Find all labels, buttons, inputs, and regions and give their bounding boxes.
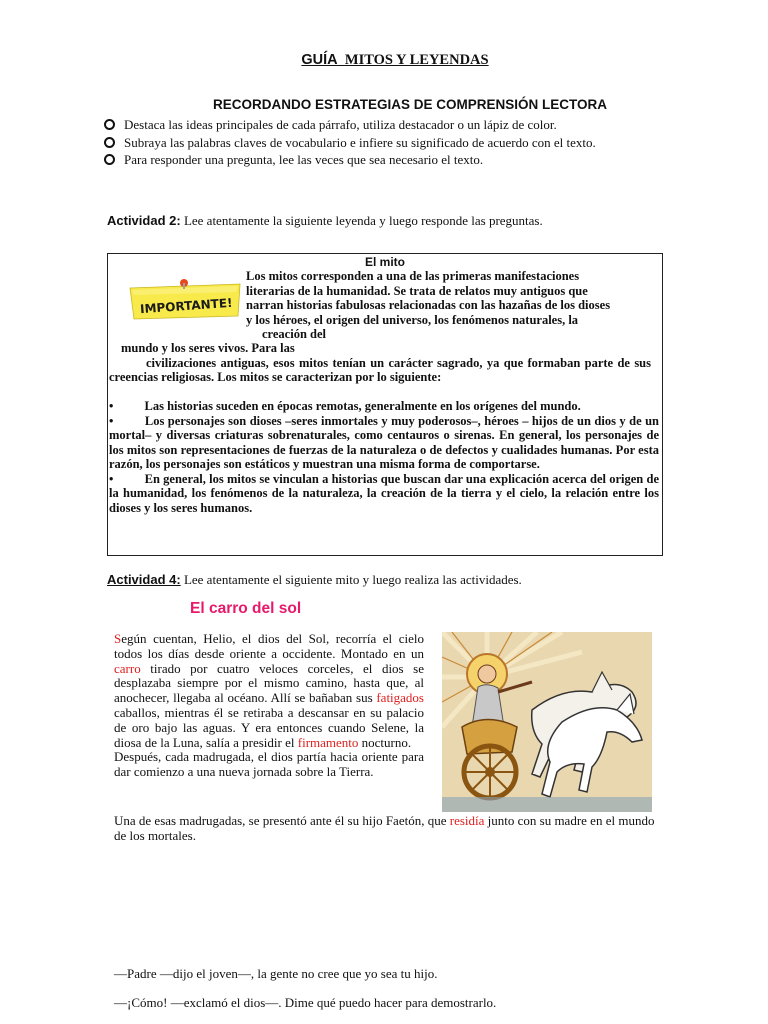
page-title: [0, 52, 768, 69]
strategy-item: Destaca las ideas principales de cada párrafo, utiliza destacador o un lápiz de color.: [104, 117, 639, 133]
story-paragraph-1: Según cuentan, Helio, el dios del Sol, recorría el cielo todos los días desde oriente a occidente. Montado en un carro tirado por cuatro veloces corceles, el dios se desplazaba siempre por el mismo camino, hasta que, al anochecer, llegaba al océano. Allí se bañaban sus fatigados caballos, mientras él se retiraba a descansar en su palacio de oro bajo las aguas. Y era entonces cuando Selene, la diosa de la Luna, salía a presidir el firmamento nocturno.: [114, 631, 424, 750]
dialogue-line-1: —Padre —dijo el joven—, la gente no cree que yo sea tu hijo.: [114, 966, 438, 981]
title-mitos-leyendas: MITOS Y LEYENDAS: [344, 52, 489, 68]
story-paragraph-2: Después, cada madrugada, el dios partía hacia oriente para dar comienzo a una nueva jornada sobre la Tierra.: [114, 749, 424, 780]
activity-4-label: Actividad 4:: [107, 572, 181, 587]
myth-body: mundo y los seres vivos. Para las civilizaciones antiguas, esos mitos tenían un carácter sagrado, ya que formaban parte de sus creencias religiosas. Los mitos se caracterizan por lo siguiente:: [109, 341, 651, 384]
strategy-item: Subraya las palabras claves de vocabulario e infiere su significado de acuerdo con el texto.: [104, 135, 639, 151]
myth-characteristics: [109, 399, 659, 515]
helios-chariot-illustration: [442, 632, 652, 812]
story-title: El carro del sol: [190, 600, 302, 617]
sticky-note-icon: [128, 278, 243, 320]
myth-info-box: [107, 253, 663, 556]
strategies-list: [104, 117, 639, 170]
sun-chariot-icon: [442, 632, 652, 812]
activity-2-label: Actividad 2:: [107, 213, 181, 228]
circle-bullet-icon: [104, 154, 115, 165]
characteristic-item: • En general, los mitos se vinculan a historias que buscan dar una explicación acerca del origen de la humanidad, los fenómenos de la naturaleza, la creación de la tierra y el cielo, la relación entre los dioses y los seres humanos.: [109, 471, 659, 515]
vocab-residia: residía: [449, 813, 485, 828]
dialogue-line-2: —¡Cómo! —exclamó el dios—. Dime qué puedo hacer para demostrarlo.: [114, 995, 497, 1010]
title-guia: GUÍA: [301, 52, 338, 68]
myth-box-title: El mito: [364, 255, 405, 269]
vocab-firmamento: firmamento: [297, 734, 359, 750]
important-label: IMPORTANTE!: [139, 295, 233, 317]
section-subtitle: RECORDANDO ESTRATEGIAS DE COMPRENSIÓN LECTORA: [212, 97, 608, 112]
story-paragraph-3: Una de esas madrugadas, se presentó ante él su hijo Faetón, que residía junto con su madre en el mundo de los mortales.: [114, 813, 655, 843]
story-text: [114, 632, 424, 780]
myth-intro: Los mitos corresponden a una de las primeras manifestaciones literarias de la humanidad. Se trata de relatos muy antiguos que narran historias fabulosas relacionadas con las hazañas de los dioses y los héroes, el origen del universo, los fenómenos naturales, la creación del: [246, 269, 611, 341]
activity-4: [107, 572, 522, 588]
characteristic-item: • Los personajes son dioses –seres inmortales y muy poderosos–, héroes – hijos de un dios y de un mortal– y diversas criaturas sobrenaturales, como centauros o sirenas. En general, los personajes de los mitos son representaciones de fuerzas de la naturaleza o de defectos y cualidades humanas. Por esta razón, los personajes son estáticos y muestran una misma forma de comportarse.: [109, 413, 659, 471]
activity-2-text: Lee atentamente la siguiente leyenda y luego responde las preguntas.: [183, 213, 543, 228]
important-sticky-note: [128, 278, 243, 320]
strategy-item: Para responder una pregunta, lee las veces que sea necesario el texto.: [104, 152, 639, 168]
circle-bullet-icon: [104, 137, 115, 148]
characteristic-item: • Las historias suceden en épocas remotas, generalmente en los orígenes del mundo.: [109, 399, 581, 413]
vocab-fatigados: fatigados: [376, 690, 424, 706]
circle-bullet-icon: [104, 119, 115, 130]
activity-4-text: Lee atentamente el siguiente mito y luego realiza las actividades.: [183, 572, 522, 587]
activity-2: [107, 213, 543, 229]
vocab-carro: carro: [114, 660, 141, 676]
